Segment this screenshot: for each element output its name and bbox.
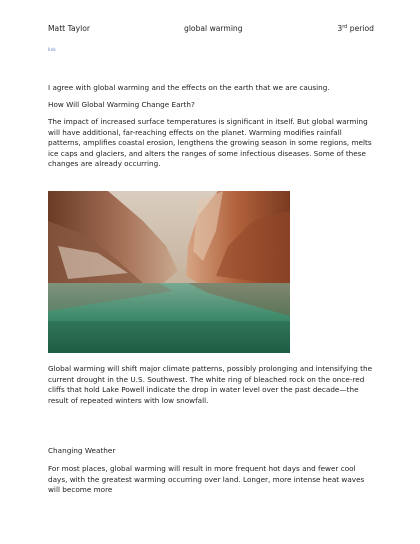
intro-block [48, 83, 374, 94]
document-topic: global warming [184, 24, 243, 33]
question-heading: How Will Global Warming Change Earth? [48, 100, 195, 109]
paragraph-weather: For most places, global warming will result in more frequent hot days and fewer cool days, with the greatest warming occurring over land. Longer, more intense heat waves will become more [48, 464, 365, 495]
question-block [48, 100, 374, 111]
caption-block [48, 364, 374, 406]
section-heading-block [48, 446, 374, 457]
period-word: period [349, 24, 374, 33]
paragraph-2-block [48, 464, 374, 496]
canyon-lake-photo [48, 191, 290, 353]
page-header [48, 24, 374, 36]
photo-caption: Global warming will shift major climate patterns, possibly prolonging and intensifying the current drought in the U.S. Southwest. The white ring of bleached rock on the once-red cliffs that hold Lake Powell indicate the drop in water level over the past decade—the result of repeated winters with low snowfall. [48, 364, 373, 405]
intro-sentence: I agree with global warming and the effects on the earth that we are causing. [48, 83, 330, 92]
author-name: Matt Taylor [48, 24, 90, 33]
period-number: 3 [337, 24, 343, 33]
paragraph-impact: The impact of increased surface temperatures is significant in itself. But global warming will have additional, far-reaching effects on the planet. Warming modifies rainfall patterns, amplifies coastal erosion, lengthens the growing season in some regions, melts ice caps and glaciers, and alters the ranges of some infectious diseases. Some of these changes are already occurring. [48, 117, 372, 169]
source-link[interactable]: link [48, 47, 56, 52]
period-suffix: rd [342, 24, 348, 30]
canyon-lake-image [48, 191, 290, 353]
class-period [337, 24, 374, 33]
paragraph-1-block [48, 117, 374, 170]
section-heading: Changing Weather [48, 446, 116, 455]
